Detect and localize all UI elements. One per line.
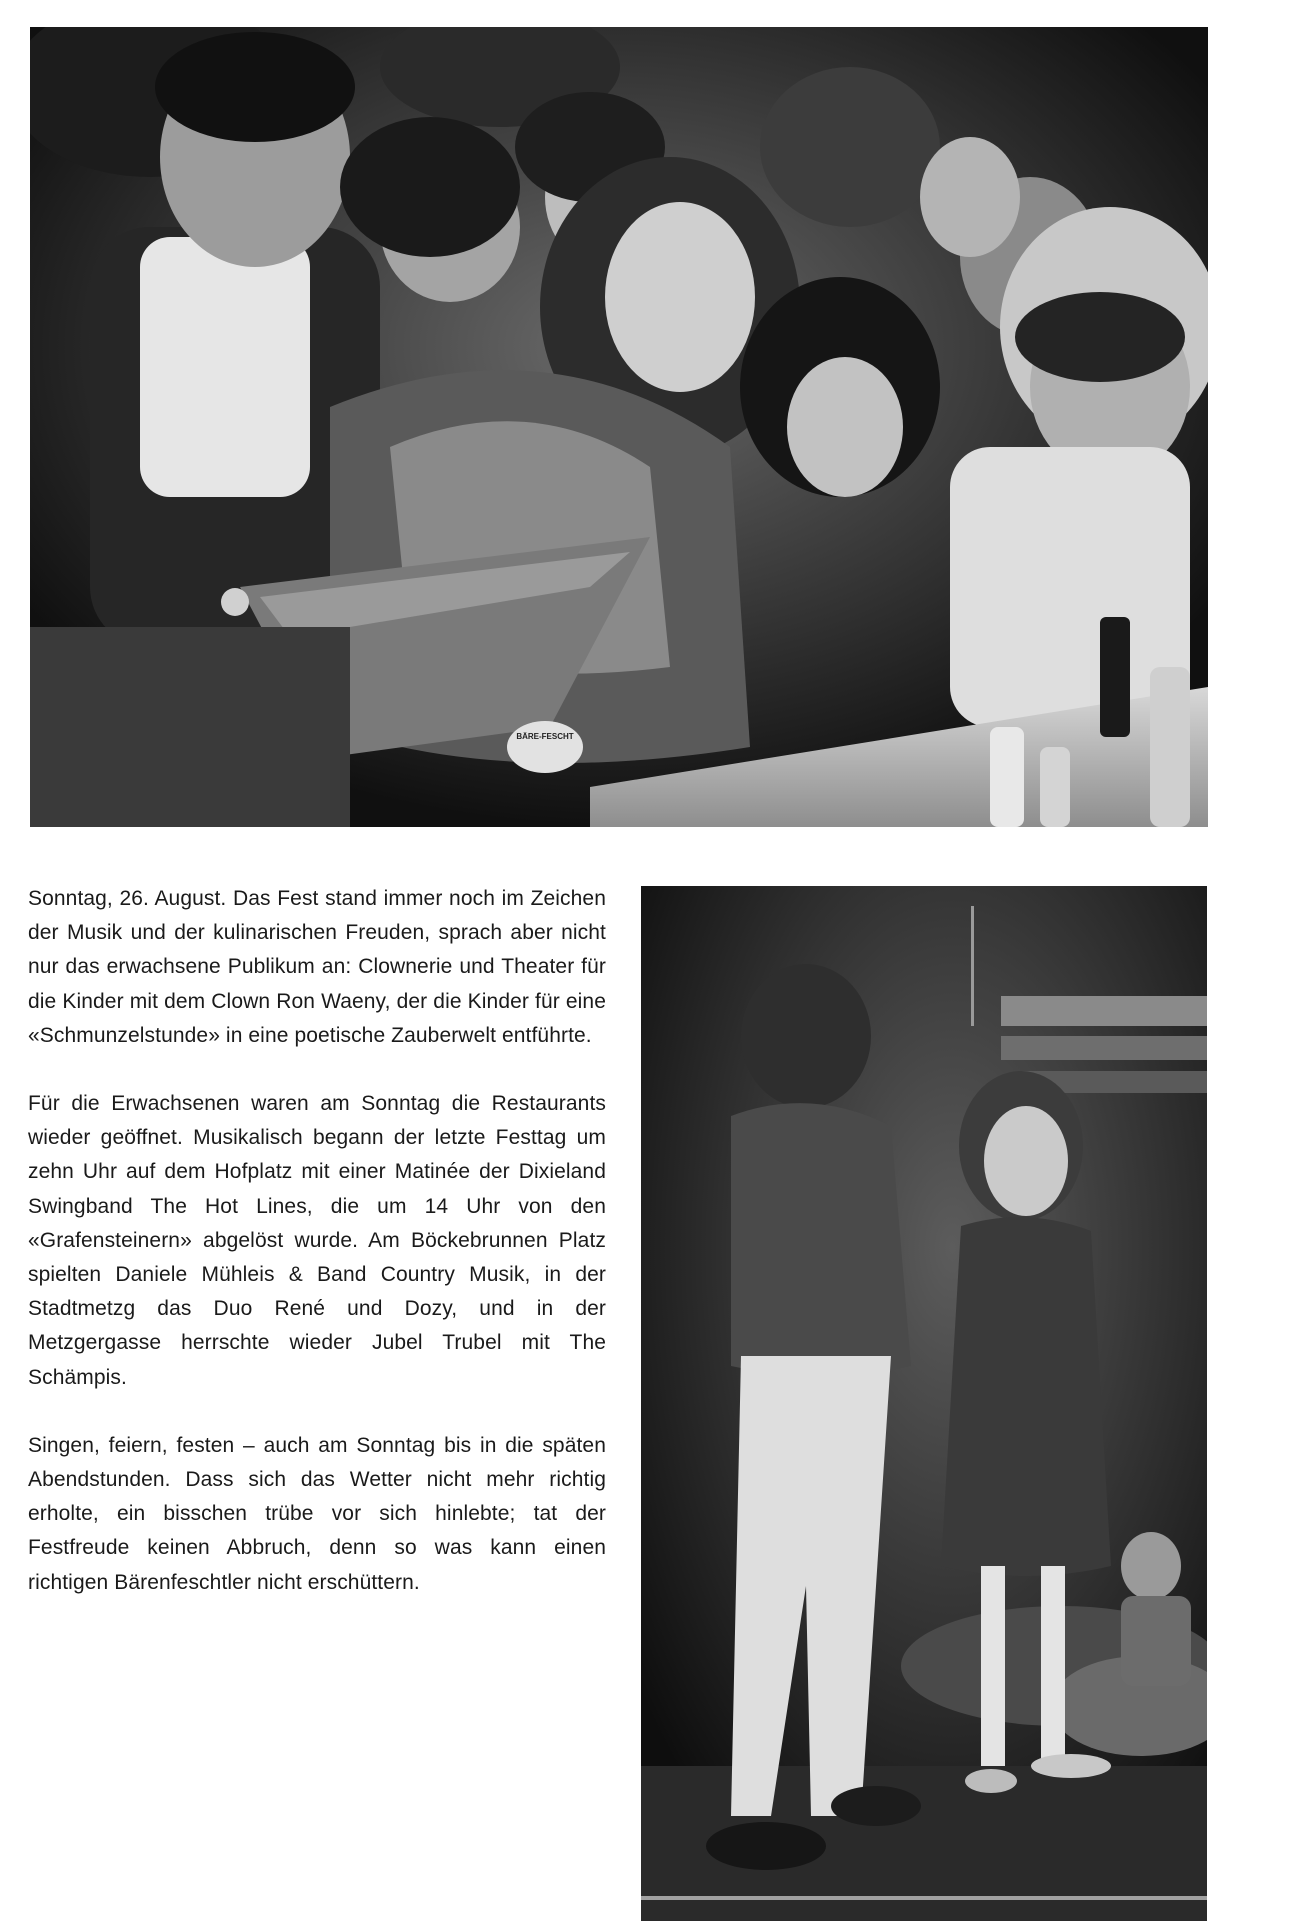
festival-badge bbox=[507, 721, 583, 773]
children-photo-illustration bbox=[641, 886, 1207, 1921]
crowd-photo-illustration bbox=[30, 27, 1208, 827]
paragraph-adults: Für die Erwachsenen waren am Sonntag die Restaurants wieder geöffnet. Musikalisch begann der letzte Festtag um zehn Uhr auf dem Hofplatz mit einer Matinée der Dixieland Swingband The Hot Lines, die um 14 Uhr von den «Grafensteinern» abgelöst wurde. Am Böckebrunnen Platz spielten Daniele Mühleis & Band Country Musik, in der Stadtmetzg das Duo René und Dozy, und in der Metzgergasse herrschte wieder Jubel Trubel mit The Schämpis. bbox=[28, 1092, 606, 1389]
children-photo bbox=[641, 886, 1207, 1921]
paragraph-sunday: Sonntag, 26. August. Das Fest stand immer noch im Zeichen der Musik und der kulinarischen Freuden, sprach aber nicht nur das erwachsene Publikum an: Clownerie und Theater für die Kinder mit dem Clown Ron Waeny, der die Kinder für eine «Schmunzelstunde» in eine poetische Zauberwelt entführte. bbox=[28, 887, 606, 1047]
article-text bbox=[28, 882, 606, 1634]
paragraph-evening: Singen, feiern, festen – auch am Sonntag bis in die späten Abendstunden. Dass sich das Wetter nicht mehr richtig erholte, ein bisschen trübe vor sich hinlebte; tat der Festfreude keinen Abbruch, denn so was kann einen richtigen Bärenfeschtler nicht erschüttern. bbox=[28, 1433, 606, 1594]
crowd-photo bbox=[30, 27, 1208, 827]
badge-text: BÄRE-FESCHT bbox=[516, 732, 574, 741]
